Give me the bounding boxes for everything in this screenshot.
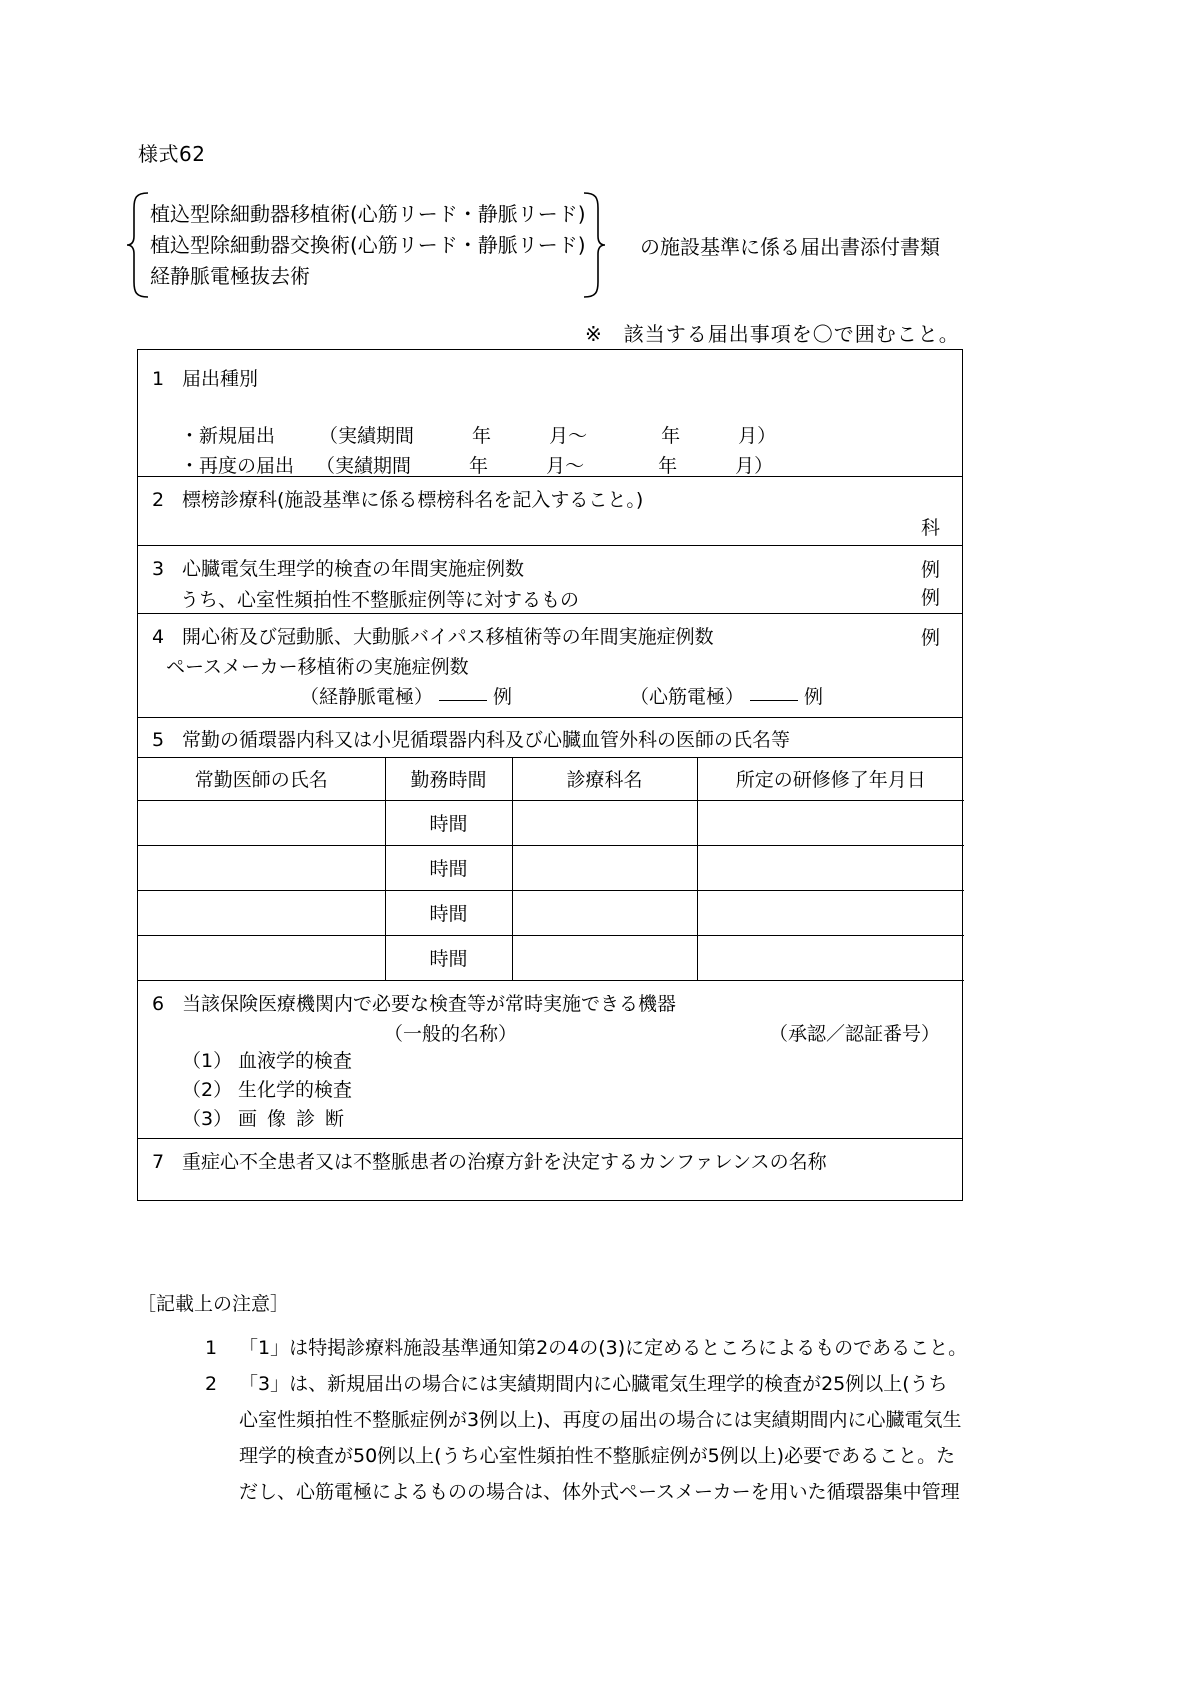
approval-number-header: （承認／認証番号）	[768, 1022, 940, 1045]
notes-section	[137, 1289, 1181, 1510]
cell-physician-name[interactable]	[138, 845, 385, 890]
table-header-row	[138, 758, 964, 800]
note-2-line-2: 心室性頻拍性不整脈症例が3例以上)、再度の届出の場合には実績期間内に心臓電気生	[239, 1409, 962, 1431]
section-6-heading	[152, 989, 952, 1016]
department-unit: 科	[920, 517, 940, 539]
cell-physician-name[interactable]	[138, 935, 385, 980]
section-4-line3	[152, 682, 952, 709]
note-2-continuation	[137, 1438, 1181, 1474]
section-3-line1: 心臓電気生理学的検査の年間実施症例数	[182, 558, 525, 580]
table-row[interactable]	[138, 890, 964, 935]
section-4-surgery-cases	[138, 614, 962, 718]
section-2-title: 標榜診療科(施設基準に係る標榜科名を記入すること。)	[182, 489, 644, 511]
equipment-item-2-label: 生化学的検査	[238, 1078, 353, 1101]
transvenous-electrode-blank[interactable]	[439, 700, 487, 701]
section-5-title: 常勤の循環器内科又は小児循環器内科及び心臓血管外科の医師の氏名等	[182, 729, 791, 751]
section-2-heading	[152, 485, 952, 512]
section-1-heading	[152, 364, 952, 391]
myocardial-electrode-blank[interactable]	[750, 700, 798, 701]
equipment-item-3-number: （3）	[182, 1107, 233, 1130]
section-1-notification-type	[138, 350, 962, 477]
note-2-continuation	[137, 1474, 1181, 1510]
section-3-eps-cases	[138, 546, 962, 614]
note-item-1	[137, 1330, 1181, 1366]
equipment-item-3[interactable]	[152, 1105, 952, 1134]
section-6-title: 当該保険医療機関内で必要な検査等が常時実施できる機器	[182, 992, 677, 1015]
equipment-item-3-label: 画像診断	[238, 1107, 355, 1130]
procedure-brace-group	[126, 190, 616, 300]
equipment-item-2-number: （2）	[182, 1078, 233, 1101]
cell-training-date[interactable]	[697, 845, 964, 890]
equipment-item-2[interactable]	[152, 1076, 952, 1105]
equipment-item-1-number: （1）	[182, 1049, 233, 1072]
section-6-equipment	[138, 981, 962, 1139]
equipment-item-1[interactable]	[152, 1047, 952, 1076]
cell-hours[interactable]: 時間	[385, 935, 512, 980]
cell-physician-name[interactable]	[138, 890, 385, 935]
section-4-number: 4	[152, 626, 165, 648]
month-blank-2[interactable]: 月）	[738, 425, 777, 447]
cell-training-date[interactable]	[697, 890, 964, 935]
cell-hours[interactable]: 時間	[385, 800, 512, 845]
equipment-item-1-label: 血液学的検査	[238, 1049, 353, 1072]
cell-department[interactable]	[512, 890, 697, 935]
section-7-title: 重症心不全患者又は不整脈患者の治療方針を決定するカンファレンスの名称	[182, 1150, 827, 1173]
cell-training-date[interactable]	[697, 935, 964, 980]
note-2-number: 2	[205, 1373, 218, 1395]
period-open: （実績期間	[316, 455, 412, 477]
generic-name-header: （一般的名称）	[384, 1022, 518, 1045]
column-header-training-date: 所定の研修修了年月日	[697, 758, 964, 800]
cell-training-date[interactable]	[697, 800, 964, 845]
option-new-notification[interactable]	[152, 421, 952, 451]
section-4-heading	[152, 622, 952, 649]
cell-hours[interactable]: 時間	[385, 890, 512, 935]
section-4-line1: 開心術及び冠動脈、大動脈バイパス移植術等の年間実施症例数	[182, 626, 714, 648]
note-item-2	[137, 1366, 1181, 1402]
year-blank-2[interactable]: 年	[661, 425, 681, 447]
cell-hours[interactable]: 時間	[385, 845, 512, 890]
month-blank-1[interactable]: 月～	[549, 425, 588, 447]
procedure-list	[150, 199, 586, 292]
column-header-department: 診療科名	[512, 758, 697, 800]
column-header-hours: 勤務時間	[385, 758, 512, 800]
procedure-item: 植込型除細動器交換術(心筋リード・静脈リード)	[150, 233, 586, 257]
cell-physician-name[interactable]	[138, 800, 385, 845]
year-blank-2[interactable]: 年	[658, 455, 678, 477]
section-5-heading	[152, 725, 952, 752]
section-6-number: 6	[152, 992, 165, 1015]
physician-roster-table	[138, 758, 964, 981]
section-3-heading	[152, 554, 952, 581]
table-row[interactable]	[138, 935, 964, 980]
note-2-line-4: だし、心筋電極によるものの場合は、体外式ペースメーカーを用いた循環器集中管理	[239, 1481, 960, 1503]
cell-department[interactable]	[512, 935, 697, 980]
section-7-conference	[138, 1139, 962, 1201]
month-blank-2[interactable]: 月）	[735, 455, 774, 477]
month-blank-1[interactable]: 月～	[546, 455, 585, 477]
bullet-icon: ・	[180, 425, 200, 447]
transvenous-electrode-unit: 例	[493, 686, 513, 708]
option-label: 再度の届出	[199, 455, 295, 477]
year-blank-1[interactable]: 年	[472, 425, 492, 447]
section-3-number: 3	[152, 558, 165, 580]
note-2-continuation	[137, 1402, 1181, 1438]
section-2-department	[138, 477, 962, 546]
transvenous-electrode-label: （経静脈電極）	[300, 686, 434, 708]
column-header-name: 常勤医師の氏名	[138, 758, 385, 800]
section-4-line2: ペースメーカー移植術の実施症例数	[166, 656, 469, 678]
section-5-number: 5	[152, 729, 165, 751]
note-1-number: 1	[205, 1337, 218, 1359]
myocardial-electrode-unit: 例	[804, 686, 824, 708]
section-3-unit-2: 例	[920, 587, 940, 609]
procedure-item: 植込型除細動器移植術(心筋リード・静脈リード)	[150, 202, 586, 226]
bullet-icon: ・	[180, 455, 200, 477]
facility-standard-caption: の施設基準に係る届出書添付書類	[640, 235, 940, 259]
section-1-number: 1	[152, 368, 165, 390]
table-row[interactable]	[138, 845, 964, 890]
cell-department[interactable]	[512, 845, 697, 890]
section-7-heading	[152, 1147, 952, 1174]
cell-department[interactable]	[512, 800, 697, 845]
notification-type-options	[152, 421, 952, 481]
procedure-item: 経静脈電極抜去術	[150, 264, 310, 288]
section-3-line2: うち、心室性頻拍性不整脈症例等に対するもの	[180, 589, 580, 611]
section-5-physicians	[138, 718, 962, 758]
option-label: 新規届出	[199, 425, 276, 447]
year-blank-1[interactable]: 年	[469, 455, 489, 477]
period-open: （実績期間	[319, 425, 415, 447]
note-1-line-1: 「1」は特掲診療料施設基準通知第2の4の(3)に定めるところによるものであること。	[239, 1337, 968, 1359]
note-2-line-1: 「3」は、新規届出の場合には実績期間内に心臓電気生理学的検査が25例以上(うち	[239, 1373, 948, 1395]
section-3-unit-1: 例	[920, 559, 940, 581]
circle-instruction-note: ※ 該当する届出事項を〇で囲むこと。	[585, 322, 960, 346]
form-number: 様式62	[138, 142, 206, 166]
section-7-number: 7	[152, 1150, 165, 1173]
section-1-title: 届出種別	[182, 368, 259, 390]
section-2-number: 2	[152, 489, 165, 511]
section-4-unit-1: 例	[920, 627, 940, 649]
main-form-table	[137, 349, 963, 1201]
equipment-column-headers	[152, 1019, 952, 1047]
notes-heading: ［記載上の注意］	[137, 1293, 290, 1315]
table-row[interactable]	[138, 800, 964, 845]
myocardial-electrode-label: （心筋電極）	[630, 686, 745, 708]
note-2-line-3: 理学的検査が50例以上(うち心室性頻拍性不整脈症例が5例以上)必要であること。た	[239, 1445, 956, 1467]
